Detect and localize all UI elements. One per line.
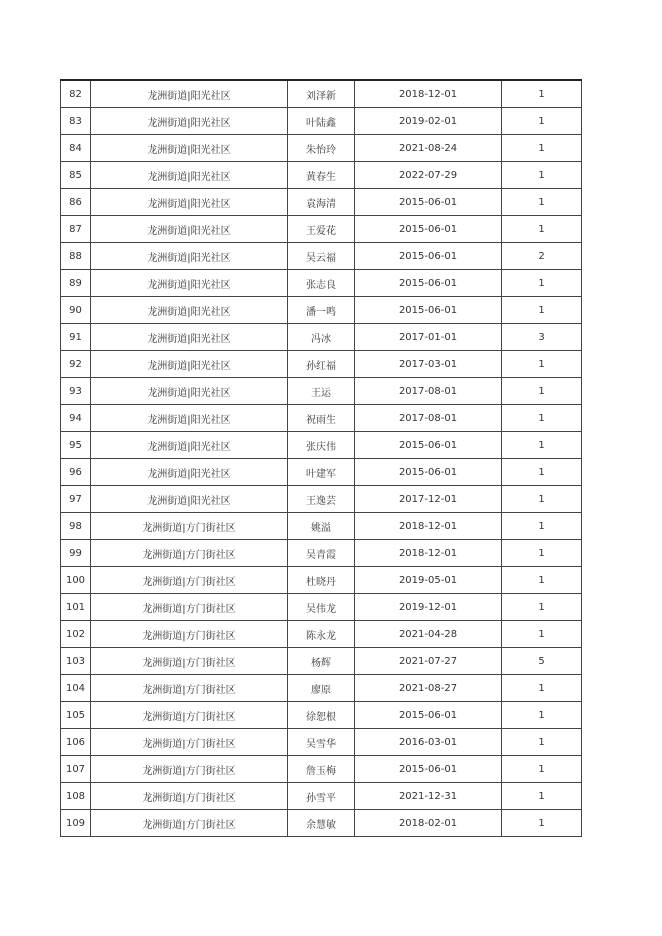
address-cell: 龙洲街道|阳光社区 [91,189,288,216]
table-row [61,243,582,270]
person-name-cell: 王运 [288,378,355,405]
count-cell: 1 [502,80,582,108]
count-cell: 1 [502,432,582,459]
count-cell: 1 [502,108,582,135]
address-cell: 龙洲街道|方门街社区 [91,621,288,648]
person-name-cell: 孙红福 [288,351,355,378]
table-row [61,189,582,216]
row-number-cell: 91 [61,324,91,351]
date-cell: 2017-08-01 [355,378,502,405]
person-name-cell: 廖原 [288,675,355,702]
address-cell: 龙洲街道|阳光社区 [91,324,288,351]
count-cell: 2 [502,243,582,270]
date-cell: 2017-03-01 [355,351,502,378]
row-number-cell: 87 [61,216,91,243]
address-cell: 龙洲街道|方门街社区 [91,810,288,837]
date-cell: 2015-06-01 [355,243,502,270]
date-cell: 2016-03-01 [355,729,502,756]
person-name-cell: 王逸芸 [288,486,355,513]
table-row [61,702,582,729]
address-cell: 龙洲街道|阳光社区 [91,270,288,297]
person-name-cell: 詹玉梅 [288,756,355,783]
data-table [60,79,582,837]
date-cell: 2015-06-01 [355,459,502,486]
date-cell: 2021-04-28 [355,621,502,648]
table-row [61,675,582,702]
table-row [61,540,582,567]
person-name-cell: 孙雪平 [288,783,355,810]
address-cell: 龙洲街道|方门街社区 [91,567,288,594]
count-cell: 1 [502,567,582,594]
row-number-cell: 104 [61,675,91,702]
count-cell: 1 [502,162,582,189]
address-cell: 龙洲街道|阳光社区 [91,216,288,243]
table-row [61,513,582,540]
address-cell: 龙洲街道|阳光社区 [91,162,288,189]
count-cell: 1 [502,594,582,621]
person-name-cell: 黄春生 [288,162,355,189]
row-number-cell: 97 [61,486,91,513]
count-cell: 1 [502,729,582,756]
address-cell: 龙洲街道|阳光社区 [91,108,288,135]
count-cell: 3 [502,324,582,351]
person-name-cell: 朱怡玲 [288,135,355,162]
address-cell: 龙洲街道|阳光社区 [91,351,288,378]
person-name-cell: 吴青霞 [288,540,355,567]
address-cell: 龙洲街道|阳光社区 [91,378,288,405]
count-cell: 1 [502,297,582,324]
count-cell: 1 [502,621,582,648]
table-row [61,351,582,378]
row-number-cell: 101 [61,594,91,621]
person-name-cell: 吴云福 [288,243,355,270]
count-cell: 1 [502,702,582,729]
date-cell: 2015-06-01 [355,702,502,729]
person-name-cell: 刘泽新 [288,80,355,108]
date-cell: 2019-05-01 [355,567,502,594]
date-cell: 2015-06-01 [355,756,502,783]
row-number-cell: 84 [61,135,91,162]
table-row [61,594,582,621]
table-row [61,621,582,648]
row-number-cell: 83 [61,108,91,135]
count-cell: 1 [502,486,582,513]
row-number-cell: 108 [61,783,91,810]
row-number-cell: 100 [61,567,91,594]
row-number-cell: 92 [61,351,91,378]
count-cell: 1 [502,270,582,297]
count-cell: 1 [502,513,582,540]
row-number-cell: 99 [61,540,91,567]
row-number-cell: 105 [61,702,91,729]
person-name-cell: 吴雪华 [288,729,355,756]
person-name-cell: 潘一鸣 [288,297,355,324]
address-cell: 龙洲街道|阳光社区 [91,297,288,324]
row-number-cell: 94 [61,405,91,432]
row-number-cell: 103 [61,648,91,675]
count-cell: 1 [502,135,582,162]
person-name-cell: 祝雨生 [288,405,355,432]
date-cell: 2019-02-01 [355,108,502,135]
count-cell: 1 [502,378,582,405]
table-row [61,432,582,459]
date-cell: 2017-08-01 [355,405,502,432]
date-cell: 2018-12-01 [355,540,502,567]
row-number-cell: 88 [61,243,91,270]
person-name-cell: 叶建军 [288,459,355,486]
row-number-cell: 93 [61,378,91,405]
date-cell: 2015-06-01 [355,216,502,243]
address-cell: 龙洲街道|方门街社区 [91,729,288,756]
date-cell: 2022-07-29 [355,162,502,189]
count-cell: 1 [502,216,582,243]
table-row [61,270,582,297]
person-name-cell: 徐恕根 [288,702,355,729]
row-number-cell: 95 [61,432,91,459]
count-cell: 1 [502,783,582,810]
date-cell: 2018-12-01 [355,513,502,540]
table-body [61,80,582,837]
table-row [61,80,582,108]
table-row [61,648,582,675]
row-number-cell: 109 [61,810,91,837]
address-cell: 龙洲街道|方门街社区 [91,540,288,567]
table-row [61,756,582,783]
count-cell: 1 [502,810,582,837]
table-row [61,162,582,189]
table-row [61,324,582,351]
address-cell: 龙洲街道|方门街社区 [91,702,288,729]
date-cell: 2019-12-01 [355,594,502,621]
row-number-cell: 96 [61,459,91,486]
count-cell: 1 [502,675,582,702]
person-name-cell: 陈永龙 [288,621,355,648]
date-cell: 2017-01-01 [355,324,502,351]
address-cell: 龙洲街道|阳光社区 [91,135,288,162]
person-name-cell: 杨辉 [288,648,355,675]
table-row [61,459,582,486]
date-cell: 2017-12-01 [355,486,502,513]
row-number-cell: 106 [61,729,91,756]
count-cell: 1 [502,189,582,216]
table-row [61,810,582,837]
count-cell: 1 [502,405,582,432]
date-cell: 2021-08-24 [355,135,502,162]
count-cell: 5 [502,648,582,675]
date-cell: 2021-07-27 [355,648,502,675]
count-cell: 1 [502,351,582,378]
address-cell: 龙洲街道|方门街社区 [91,513,288,540]
table-row [61,297,582,324]
table-row [61,783,582,810]
address-cell: 龙洲街道|方门街社区 [91,648,288,675]
date-cell: 2021-12-31 [355,783,502,810]
person-name-cell: 王爱花 [288,216,355,243]
address-cell: 龙洲街道|阳光社区 [91,80,288,108]
table-row [61,108,582,135]
person-name-cell: 袁海清 [288,189,355,216]
person-name-cell: 余慧敏 [288,810,355,837]
address-cell: 龙洲街道|方门街社区 [91,594,288,621]
person-name-cell: 吴伟龙 [288,594,355,621]
count-cell: 1 [502,459,582,486]
table-row [61,729,582,756]
count-cell: 1 [502,540,582,567]
address-cell: 龙洲街道|阳光社区 [91,243,288,270]
table-row [61,567,582,594]
person-name-cell: 张庆伟 [288,432,355,459]
address-cell: 龙洲街道|阳光社区 [91,405,288,432]
row-number-cell: 82 [61,80,91,108]
table-row [61,135,582,162]
table-row [61,216,582,243]
row-number-cell: 107 [61,756,91,783]
count-cell: 1 [502,756,582,783]
date-cell: 2015-06-01 [355,270,502,297]
address-cell: 龙洲街道|方门街社区 [91,783,288,810]
person-name-cell: 杜晓丹 [288,567,355,594]
person-name-cell: 冯冰 [288,324,355,351]
table-row [61,486,582,513]
person-name-cell: 叶陆鑫 [288,108,355,135]
row-number-cell: 90 [61,297,91,324]
table-row [61,405,582,432]
row-number-cell: 102 [61,621,91,648]
person-name-cell: 张志良 [288,270,355,297]
address-cell: 龙洲街道|方门街社区 [91,756,288,783]
address-cell: 龙洲街道|阳光社区 [91,459,288,486]
address-cell: 龙洲街道|阳光社区 [91,486,288,513]
date-cell: 2018-02-01 [355,810,502,837]
row-number-cell: 89 [61,270,91,297]
row-number-cell: 85 [61,162,91,189]
address-cell: 龙洲街道|阳光社区 [91,432,288,459]
row-number-cell: 86 [61,189,91,216]
date-cell: 2015-06-01 [355,432,502,459]
date-cell: 2015-06-01 [355,297,502,324]
table-row [61,378,582,405]
person-name-cell: 姚溢 [288,513,355,540]
date-cell: 2018-12-01 [355,80,502,108]
address-cell: 龙洲街道|方门街社区 [91,675,288,702]
date-cell: 2021-08-27 [355,675,502,702]
row-number-cell: 98 [61,513,91,540]
date-cell: 2015-06-01 [355,189,502,216]
